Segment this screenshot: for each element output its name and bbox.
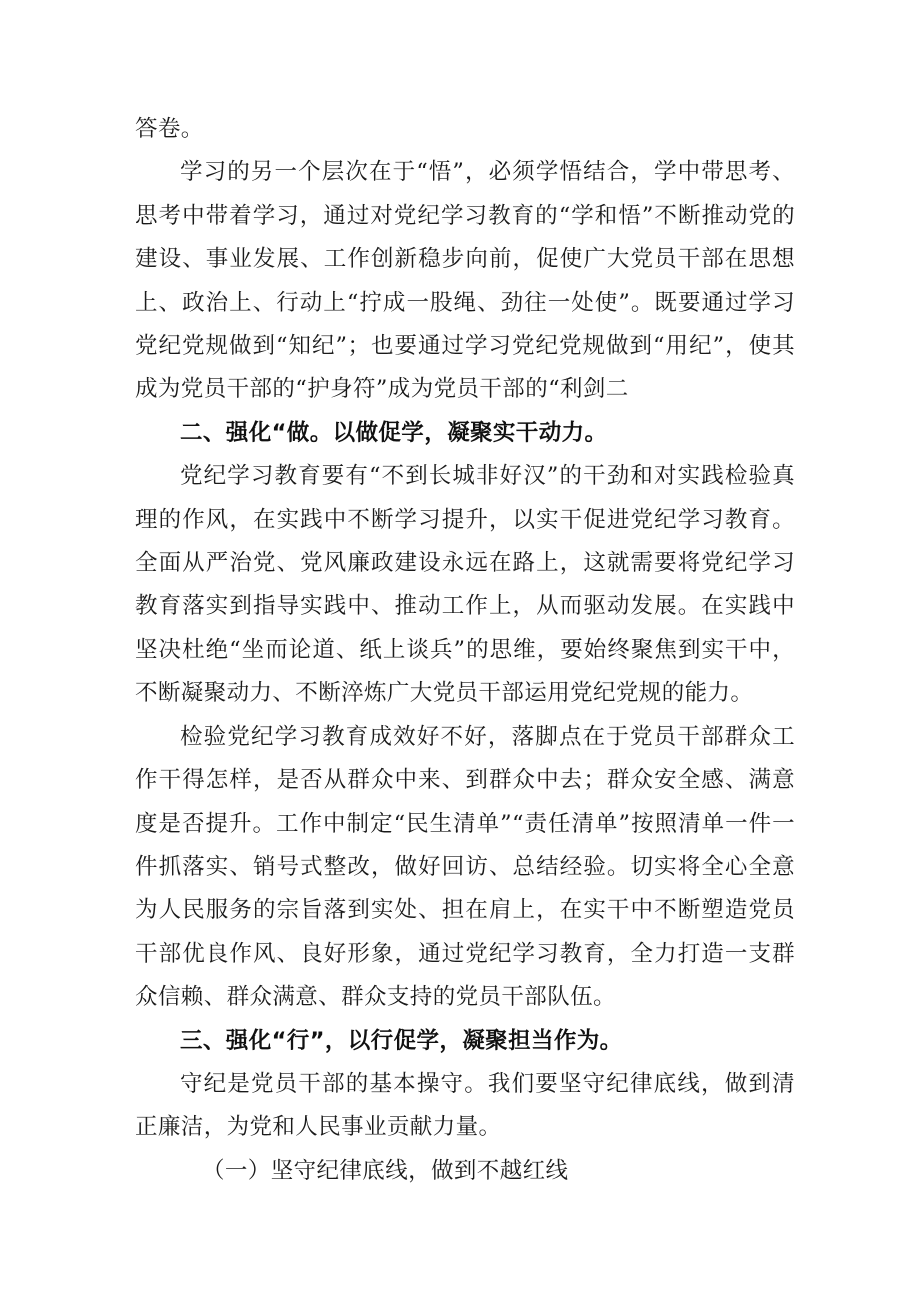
paragraph-effect: 检验党纪学习教育成效好不好，落脚点在于党员干部群众工作干得怎样，是否从群众中来、到群众中去；群众安全感、满意度是否提升。工作中制定“民生清单”“责任清单”按照清单一件一件抓落实、销号式整改，做好回访、总结经验。切实将全心全意为人民服务的宗旨落到实处、担在肩上，在实干中不断塑造党员干部优良作风、良好形象，通过党纪学习教育，全力打造一支群众信赖、群众满意、群众支持的党员干部队伍。	[135, 723, 795, 1011]
document-body	[135, 108, 795, 1193]
section-heading-3: 三、强化“行”，以行促学，凝聚担当作为。	[180, 1027, 623, 1054]
paragraph-continuation: 答卷。	[135, 116, 204, 142]
paragraph-practice: 党纪学习教育要有“不到长城非好汉”的干劲和对实践检验真理的作风，在实践中不断学习提升，以实干促进党纪学习教育。全面从严治党、党风廉政建设永远在路上，这就需要将党纪学习教育落实到指导实践中、推动工作上，从而驱动发展。在实践中坚决杜绝“坐而论道、纸上谈兵”的思维，要始终聚焦到实干中，不断凝聚动力、不断淬炼广大党员干部运用党纪党规的能力。	[135, 463, 795, 707]
paragraph-wu: 学习的另一个层次在于“悟”，必须学悟结合，学中带思考、思考中带着学习，通过对党纪学习教育的“学和悟”不断推动党的建设、事业发展、工作创新稳步向前，促使广大党员干部在思想上、政治上、行动上“拧成一股绳、劲往一处使”。既要通过学习党纪党规做到“知纪”；也要通过学习党纪党规做到“用纪”，使其成为党员干部的“护身符”成为党员干部的“利剑二	[135, 159, 795, 403]
section-heading-2: 二、强化“做。以做促学，凝聚实干动力。	[180, 419, 608, 446]
subsection-heading-1: （一）坚守纪律底线，做到不越红线	[202, 1157, 569, 1184]
paragraph-discipline: 守纪是党员干部的基本操守。我们要坚守纪律底线，做到清正廉洁，为党和人民事业贡献力量。	[135, 1070, 795, 1141]
